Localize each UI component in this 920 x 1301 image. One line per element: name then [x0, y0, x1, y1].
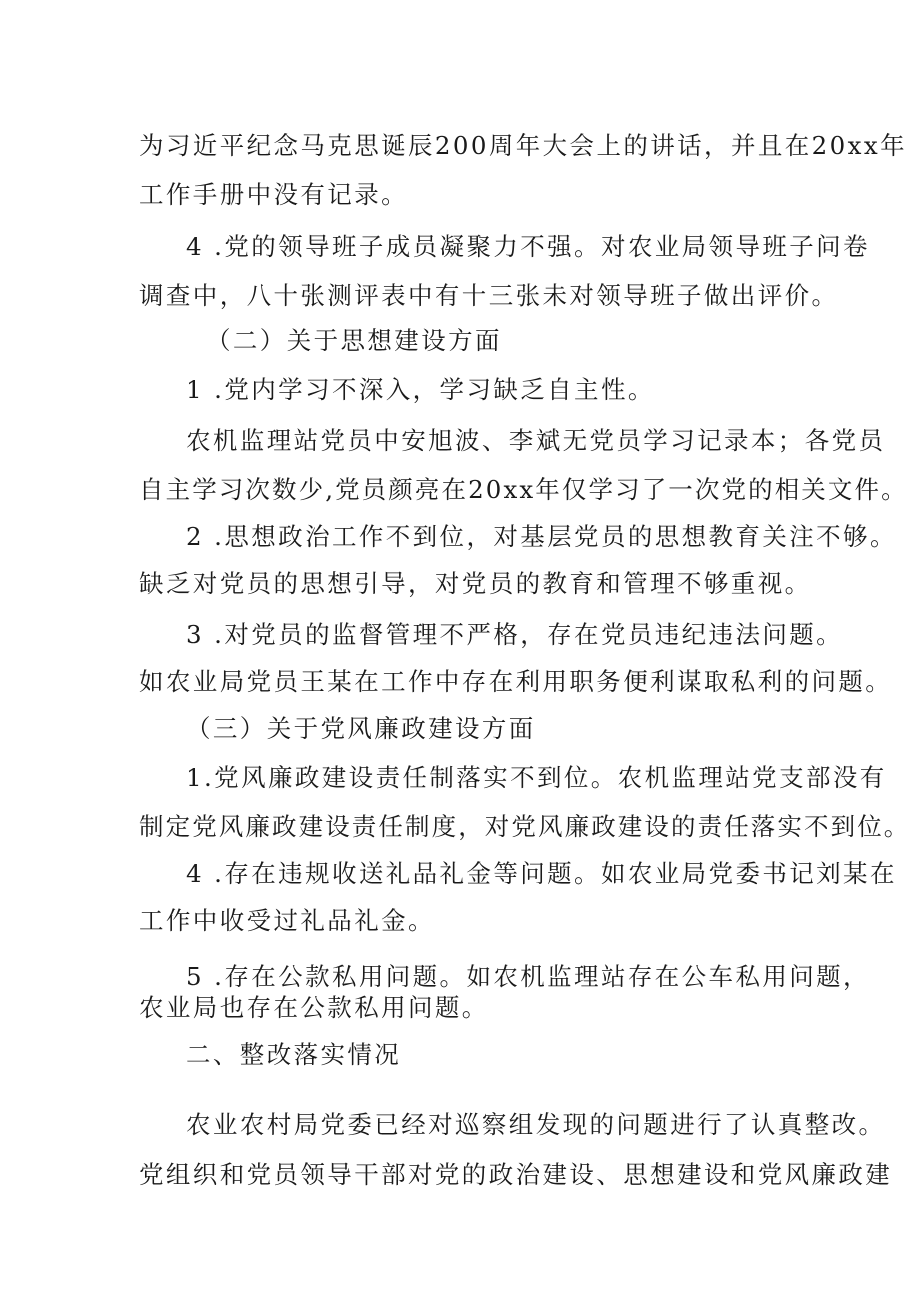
- section-heading: 二、整改落实情况: [186, 1040, 402, 1069]
- text-line: 4 .党的领导班子成员凝聚力不强。对农业局领导班子问卷: [186, 232, 870, 261]
- text-line: 农业局也存在公款私用问题。: [139, 993, 489, 1022]
- section-heading: （三）关于党风廉政建设方面: [186, 714, 536, 743]
- text-line: 调查中，八十张测评表中有十三张未对领导班子做出评价。: [139, 281, 839, 310]
- text-line: 党组织和党员领导干部对党的政治建设、思想建设和党风廉政建: [139, 1160, 893, 1189]
- text-line: 制定党风廉政建设责任制度，对党风廉政建设的责任落实不到位。: [139, 812, 911, 841]
- text-line: 3 .对党员的监督管理不严格，存在党员违纪违法问题。: [186, 620, 844, 649]
- text-line: 1 .党内学习不深入，学习缺乏自主性。: [186, 375, 655, 404]
- text-line: 2 .思想政治工作不到位，对基层党员的思想教育关注不够。: [186, 522, 897, 551]
- text-line: 自主学习次数少,党员颜亮在20xx年仅学习了一次党的相关文件。: [139, 475, 908, 504]
- text-line: 缺乏对党员的思想引导，对党员的教育和管理不够重视。: [139, 569, 812, 598]
- text-line: 工作手册中没有记录。: [139, 180, 408, 209]
- text-line: 如农业局党员王某在工作中存在利用职务便利谋取私利的问题。: [139, 667, 893, 696]
- text-line: 农业农村局党委已经对巡察组发现的问题进行了认真整改。: [186, 1110, 886, 1139]
- text-line: 为习近平纪念马克思诞辰200周年大会上的讲话，并且在20xx年: [139, 131, 907, 160]
- text-line: 5 .存在公款私用问题。如农机监理站存在公车私用问题，: [186, 962, 870, 991]
- section-heading: （二）关于思想建设方面: [206, 326, 502, 355]
- text-line: 1.党风廉政建设责任制落实不到位。农机监理站党支部没有: [186, 763, 887, 792]
- text-line: 农机监理站党员中安旭波、李斌无党员学习记录本；各党员: [186, 426, 886, 455]
- text-line: 工作中收受过礼品礼金。: [139, 906, 435, 935]
- text-line: 4 .存在违规收送礼品礼金等问题。如农业局党委书记刘某在: [186, 859, 897, 888]
